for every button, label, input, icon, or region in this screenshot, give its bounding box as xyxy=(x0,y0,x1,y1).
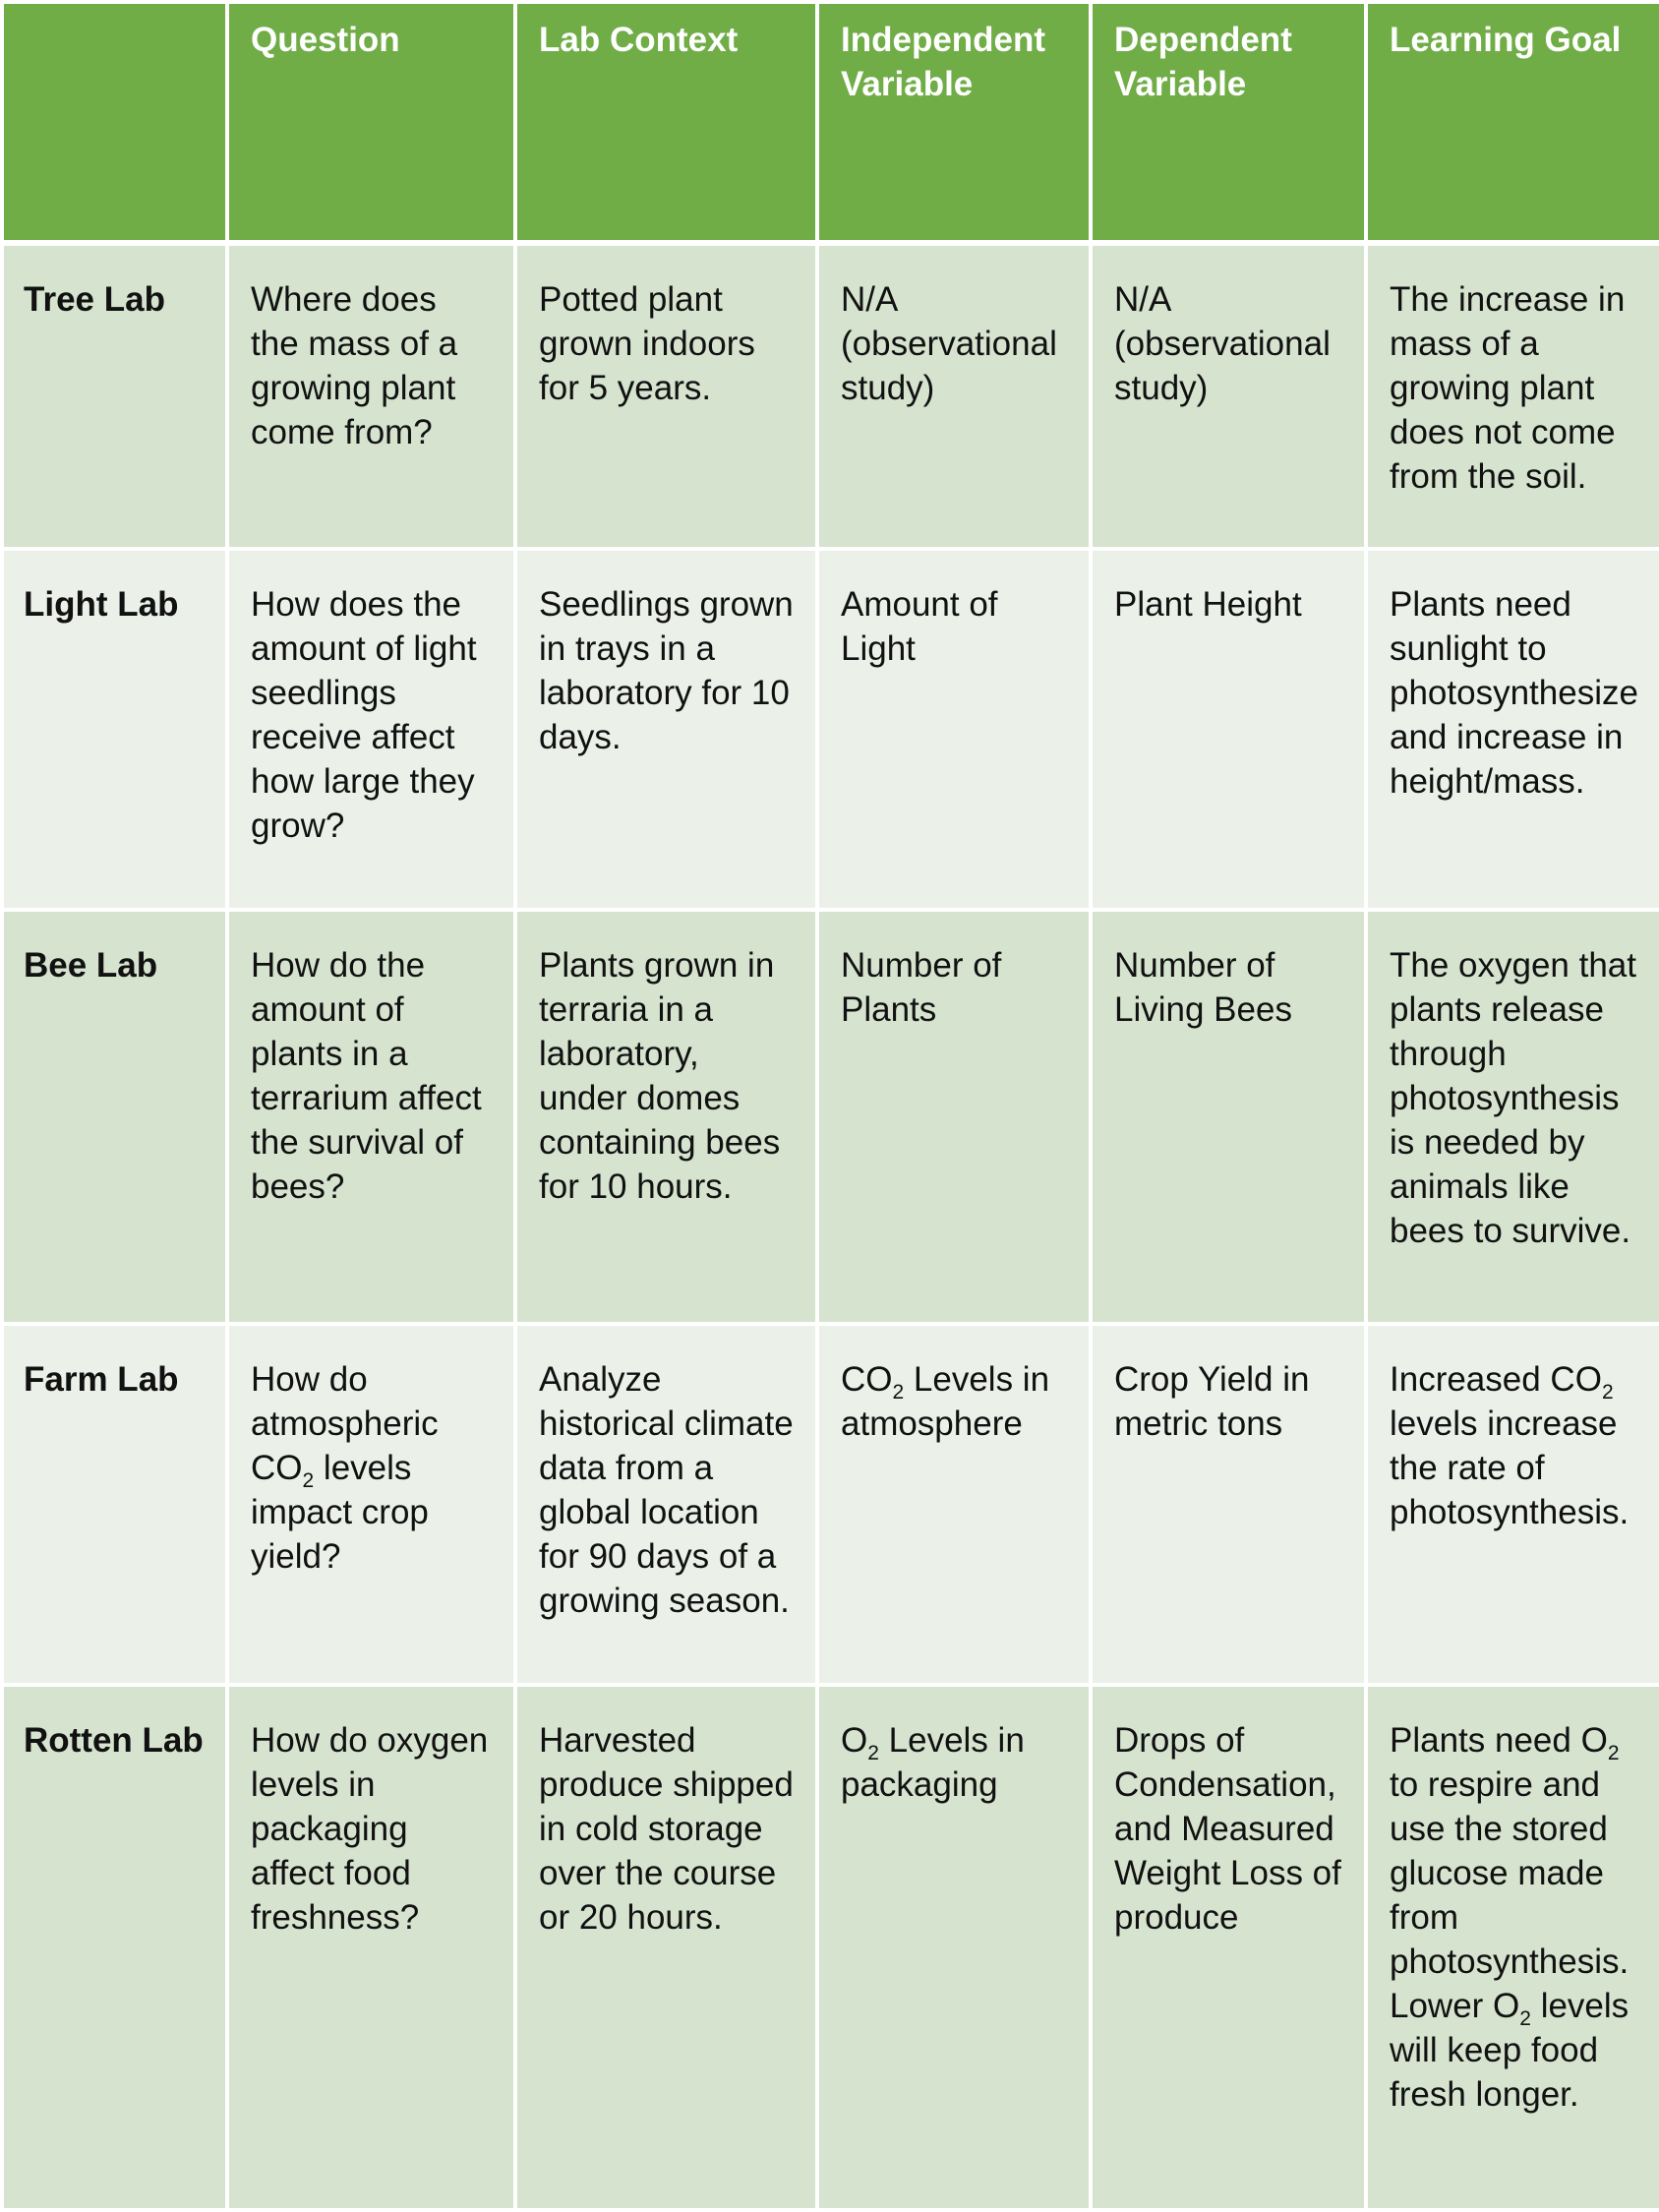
header-lab-context: Lab Context xyxy=(515,2,817,243)
table-row xyxy=(2,910,1659,1324)
dependent-variable-cell: Plant Height xyxy=(1091,549,1366,910)
header-dependent-variable: Dependent Variable xyxy=(1091,2,1366,243)
context-cell: Plants grown in terraria in a laboratory, under domes containing bees for 10 hours. xyxy=(515,910,817,1324)
learning-goal-cell: Plants need sunlight to photosynthesize and increase in height/mass. xyxy=(1366,549,1659,910)
learning-goal-cell: The increase in mass of a growing plant does not come from the soil. xyxy=(1366,243,1659,549)
goal-text: to respire and use the stored glucose made from photosynthesis. Lower O xyxy=(1390,1765,1629,2026)
learning-goal-cell xyxy=(1366,1324,1659,1685)
header-row xyxy=(2,2,1659,243)
header-lab xyxy=(2,2,227,243)
context-cell: Harvested produce shipped in cold storage over the course or 20 hours. xyxy=(515,1685,817,2210)
dependent-variable-cell: Crop Yield in metric tons xyxy=(1091,1324,1366,1685)
independent-variable-cell: N/A (observational study) xyxy=(817,243,1091,549)
subscript: 2 xyxy=(1519,2006,1531,2030)
row-label: Farm Lab xyxy=(2,1324,227,1685)
table-row xyxy=(2,1324,1659,1685)
dependent-variable-cell: Drops of Condensation, and Measured Weight Loss of produce xyxy=(1091,1685,1366,2210)
table-row xyxy=(2,1685,1659,2210)
independent-variable-cell: Amount of Light xyxy=(817,549,1091,910)
context-cell: Seedlings grown in trays in a laboratory for 10 days. xyxy=(515,549,817,910)
learning-goal-cell xyxy=(1366,1685,1659,2210)
row-label: Light Lab xyxy=(2,549,227,910)
row-label: Rotten Lab xyxy=(2,1685,227,2210)
header-question: Question xyxy=(227,2,515,243)
question-cell xyxy=(227,1324,515,1685)
independent-text: CO xyxy=(841,1360,893,1400)
independent-text: Levels in packaging xyxy=(841,1721,1025,1805)
question-cell: Where does the mass of a growing plant come from? xyxy=(227,243,515,549)
header-learning-goal: Learning Goal xyxy=(1366,2,1659,243)
dependent-variable-cell: N/A (observational study) xyxy=(1091,243,1366,549)
goal-text: levels increase the rate of photosynthesis. xyxy=(1390,1405,1629,1532)
context-cell: Potted plant grown indoors for 5 years. xyxy=(515,243,817,549)
independent-variable-cell: Number of Plants xyxy=(817,910,1091,1324)
question-cell: How do the amount of plants in a terrarium affect the survival of bees? xyxy=(227,910,515,1324)
context-cell: Analyze historical climate data from a global location for 90 days of a growing season. xyxy=(515,1324,817,1685)
question-text: How do atmospheric CO xyxy=(251,1360,439,1488)
learning-goal-cell: The oxygen that plants release through photosynthesis is needed by animals like bees to survive. xyxy=(1366,910,1659,1324)
independent-variable-cell xyxy=(817,1324,1091,1685)
table-row xyxy=(2,549,1659,910)
question-text: levels impact crop yield? xyxy=(251,1449,429,1577)
question-cell: How does the amount of light seedlings receive affect how large they grow? xyxy=(227,549,515,910)
subscript: 2 xyxy=(867,1741,879,1764)
independent-variable-cell xyxy=(817,1685,1091,2210)
table-row xyxy=(2,243,1659,549)
subscript: 2 xyxy=(1601,1380,1614,1404)
goal-text: Plants need O xyxy=(1390,1721,1608,1761)
subscript: 2 xyxy=(302,1468,315,1492)
subscript: 2 xyxy=(1607,1741,1620,1764)
independent-text: Levels in atmosphere xyxy=(841,1360,1050,1444)
dependent-variable-cell: Number of Living Bees xyxy=(1091,910,1366,1324)
independent-text: O xyxy=(841,1721,868,1761)
question-cell: How do oxygen levels in packaging affect food freshness? xyxy=(227,1685,515,2210)
row-label: Tree Lab xyxy=(2,243,227,549)
header-independent-variable: Independent Variable xyxy=(817,2,1091,243)
subscript: 2 xyxy=(892,1380,905,1404)
goal-text: levels will keep food fresh longer. xyxy=(1390,1987,1629,2115)
row-label: Bee Lab xyxy=(2,910,227,1324)
goal-text: Increased CO xyxy=(1390,1360,1602,1400)
